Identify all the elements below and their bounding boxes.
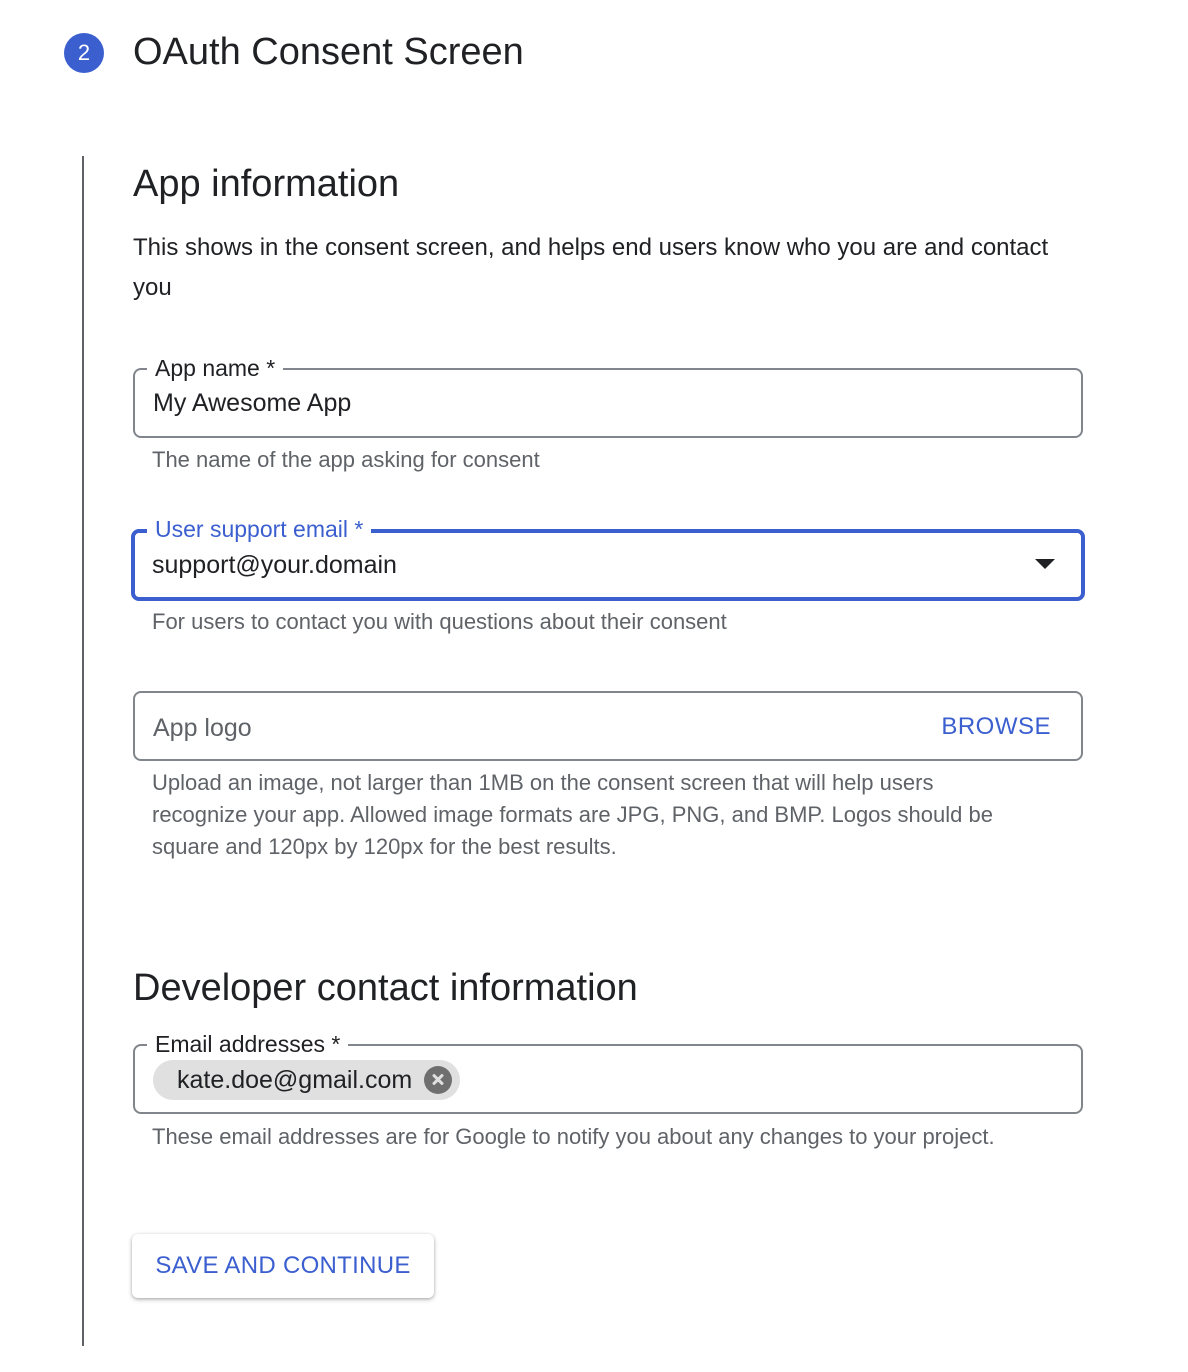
dropdown-arrow-icon[interactable]: [1035, 559, 1055, 569]
developer-contact-heading: Developer contact information: [133, 967, 638, 1009]
email-chip[interactable]: [153, 1060, 460, 1100]
app-name-field[interactable]: [133, 355, 1083, 438]
chip-remove-icon[interactable]: [424, 1066, 452, 1094]
save-and-continue-button[interactable]: SAVE AND CONTINUE: [132, 1234, 434, 1298]
app-name-helper: The name of the app asking for consent: [152, 447, 540, 472]
email-addresses-label: Email addresses *: [147, 1030, 348, 1058]
step-number-badge: 2: [64, 33, 104, 73]
user-support-email-select[interactable]: [131, 516, 1085, 601]
user-support-email-value[interactable]: support@your.domain: [152, 551, 397, 579]
app-name-input[interactable]: My Awesome App: [153, 389, 352, 417]
browse-button[interactable]: BROWSE: [941, 713, 1051, 740]
email-chip-label: kate.doe@gmail.com: [177, 1066, 413, 1094]
app-logo-field[interactable]: [133, 691, 1083, 761]
step-title: OAuth Consent Screen: [133, 31, 524, 73]
app-information-heading: App information: [133, 163, 400, 205]
email-addresses-helper: These email addresses are for Google to notify you about any changes to your project.: [152, 1124, 995, 1149]
app-name-label: App name *: [147, 354, 283, 382]
app-logo-helper: Upload an image, not larger than 1MB on the consent screen that will help users recognize your app. Allowed image formats are JPG, PNG, and BMP. Logos should be square and 120px by 120px for the best results.: [152, 770, 993, 859]
step-connector-line: [82, 156, 84, 1346]
user-support-email-helper: For users to contact you with questions about their consent: [152, 609, 727, 634]
app-logo-placeholder: App logo: [153, 714, 252, 742]
user-support-email-label: User support email *: [147, 515, 371, 543]
app-information-description: This shows in the consent screen, and helps end users know who you are and contact you: [133, 234, 1049, 301]
email-addresses-field[interactable]: [133, 1031, 1083, 1114]
